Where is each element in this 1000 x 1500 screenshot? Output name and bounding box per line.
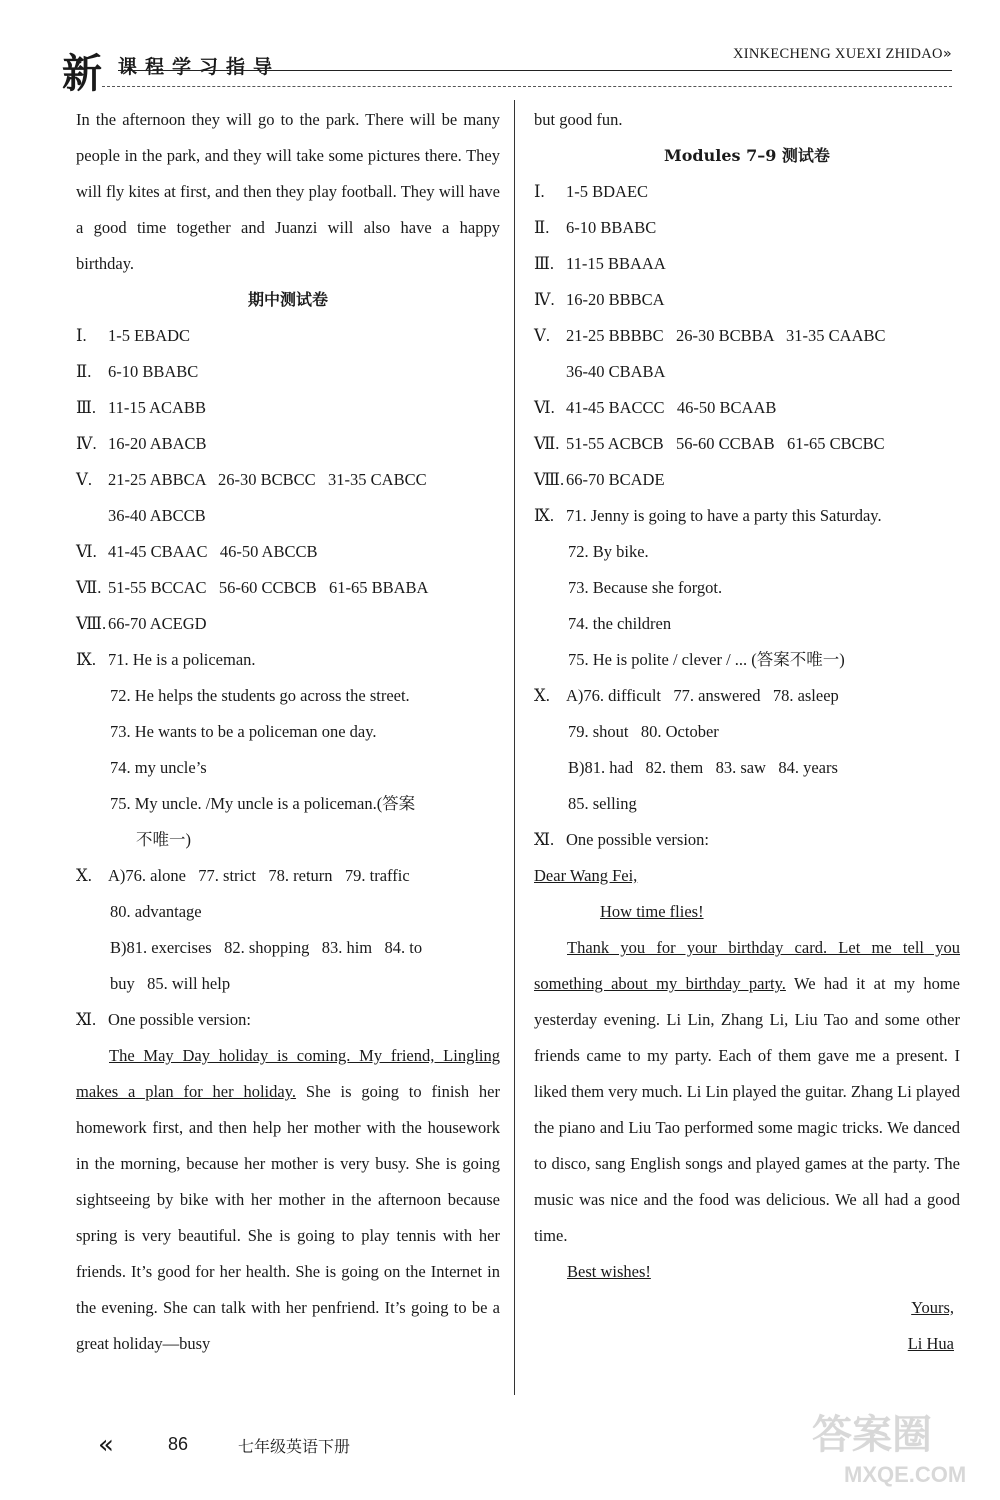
answer-row: Ⅲ. 11-15 BBAAA bbox=[534, 254, 666, 273]
answer-row: 36-40 CBABA bbox=[566, 362, 666, 381]
answer-line: 不唯一) bbox=[136, 830, 191, 849]
section-title-midterm: 期中测试卷 bbox=[247, 290, 328, 309]
answer-row: Ⅶ. 51-55 BCCAC 56-60 CCBCB 61-65 BBABA bbox=[76, 578, 429, 597]
answer-row: Ⅷ. 66-70 BCADE bbox=[534, 470, 665, 489]
answer-line: 72. He helps the students go across the street. bbox=[110, 686, 410, 705]
letter-title: How time flies! bbox=[600, 902, 704, 921]
answer-line: 80. advantage bbox=[110, 902, 202, 921]
right-column bbox=[534, 102, 960, 1362]
answer-row: Ⅲ. 11-15 ACABB bbox=[76, 398, 206, 417]
answer-line: 74. my uncle’s bbox=[110, 758, 207, 777]
letter-signature: Li Hua bbox=[907, 1334, 954, 1353]
answer-row: Ⅺ. One possible version: bbox=[534, 830, 709, 849]
answer-line: 79. shout 80. October bbox=[568, 722, 719, 741]
header-logo: 新 bbox=[62, 50, 100, 97]
header-rule bbox=[118, 70, 952, 71]
section-title-modules: Modules 7–9 测试卷 bbox=[664, 146, 830, 165]
answer-row: Ⅴ. 21-25 ABBCA 26-30 BCBCC 31-35 CABCC bbox=[76, 470, 427, 489]
letter-salutation: Dear Wang Fei, bbox=[534, 866, 638, 885]
intro-paragraph: In the afternoon they will go to the park. There will be many people in the park, and they will take some pictures there. They will fly kites at first, and then they play football. They will have a good time together and Juanzi will also have a happy birthday. bbox=[76, 110, 500, 273]
answer-row: Ⅺ. One possible version: bbox=[76, 1010, 251, 1029]
page-number: 86 bbox=[168, 1434, 189, 1454]
answer-line: 85. selling bbox=[568, 794, 637, 813]
answer-line: 75. My uncle. /My uncle is a policeman.(答案 bbox=[110, 794, 416, 813]
answer-line: buy 85. will help bbox=[110, 974, 231, 993]
header-dashed-rule bbox=[102, 86, 952, 87]
answer-row: Ⅳ. 16-20 ABACB bbox=[76, 434, 207, 453]
header-title: 课程学习指导 bbox=[118, 56, 281, 78]
answer-row: Ⅹ. A)76. difficult 77. answered 78. asleep bbox=[534, 686, 839, 705]
answer-row: Ⅸ. 71. He is a policeman. bbox=[76, 650, 256, 669]
answer-row: Ⅳ. 16-20 BBBCA bbox=[534, 290, 665, 309]
answer-line: 74. the children bbox=[568, 614, 672, 633]
answer-line: B)81. exercises 82. shopping 83. him 84. to bbox=[110, 938, 423, 957]
answer-row: Ⅱ. 6-10 BBABC bbox=[534, 218, 657, 237]
essay-topic-sentence: The May Day holiday is coming. My friend, Lingling makes a plan for her holiday. bbox=[76, 1046, 500, 1101]
watermark-text-cn: 答案圈 bbox=[812, 1412, 932, 1458]
answer-row: Ⅰ. 1-5 BDAEC bbox=[534, 182, 649, 201]
answer-line: 73. Because she forgot. bbox=[568, 578, 723, 597]
essay-paragraph bbox=[76, 1038, 500, 1362]
letter-opening: Thank you for your birthday card. Let me tell you something about my birthday party. bbox=[534, 938, 960, 993]
essay-body: She is going to finish her homework first, and then help her mother with the housework in the morning, because her mother is very busy. She is going sightseeing by bike with her mother in the afternoon because spring is very beautiful. She is going to play tennis with her friends. It’s good for her health. She is going on the Internet in the evening. She can talk with her penfriend. It’s going to be a great holiday—busy bbox=[76, 1082, 500, 1353]
page-header bbox=[62, 38, 952, 97]
watermark-logo bbox=[804, 1400, 974, 1490]
answer-row: Ⅵ. 41-45 BACCC 46-50 BCAAB bbox=[534, 398, 777, 417]
book-title: 七年级英语下册 bbox=[238, 1437, 351, 1456]
answer-line: 73. He wants to be a policeman one day. bbox=[110, 722, 377, 741]
answer-row: Ⅱ. 6-10 BBABC bbox=[76, 362, 199, 381]
answer-line: 72. By bike. bbox=[568, 542, 649, 561]
answer-line: B)81. had 82. them 83. saw 84. years bbox=[568, 758, 838, 777]
column-divider bbox=[514, 100, 515, 1395]
left-column bbox=[76, 102, 500, 1362]
answer-row: Ⅶ. 51-55 ACBCB 56-60 CCBAB 61-65 CBCBC bbox=[534, 434, 885, 453]
double-chevron-right-icon: » bbox=[942, 46, 952, 62]
header-english-title: XINKECHENG XUEXI ZHIDAO» bbox=[732, 46, 952, 62]
answer-row: Ⅹ. A)76. alone 77. strict 78. return 79. traffic bbox=[76, 866, 410, 885]
answer-row: Ⅷ. 66-70 ACEGD bbox=[76, 614, 207, 633]
letter-closing: Best wishes! bbox=[567, 1262, 651, 1281]
answer-row: Ⅸ. 71. Jenny is going to have a party this Saturday. bbox=[534, 506, 882, 525]
answer-row: Ⅵ. 41-45 CBAAC 46-50 ABCCB bbox=[76, 542, 318, 561]
watermark-text-en: MXQE.COM bbox=[844, 1462, 967, 1487]
continuation-text: but good fun. bbox=[534, 110, 623, 129]
answer-row: 36-40 ABCCB bbox=[108, 506, 206, 525]
answer-row: Ⅰ. 1-5 EBADC bbox=[76, 326, 191, 345]
letter-body: Thank you for your birthday card. Let me tell you something about my birthday party. We had it at my home yesterday evening. Li Lin, Zhang Li, Liu Tao and some other friends came to my party. Each of them gave me a present. I liked them very much. Li Lin played the guitar. Zhang Li played the piano and Liu Tao performed some magic tricks. We danced to disco, sang English songs and played games at the party. The music was nice and the food was delicious. We all had a good time. bbox=[534, 938, 960, 1245]
double-chevron-left-icon: « bbox=[98, 1430, 114, 1460]
letter-sign-off: Yours, bbox=[911, 1298, 954, 1317]
answer-row: Ⅴ. 21-25 BBBBC 26-30 BCBBA 31-35 CAABC bbox=[534, 326, 886, 345]
answer-line: 75. He is polite / clever / ... (答案不唯一) bbox=[568, 650, 845, 669]
